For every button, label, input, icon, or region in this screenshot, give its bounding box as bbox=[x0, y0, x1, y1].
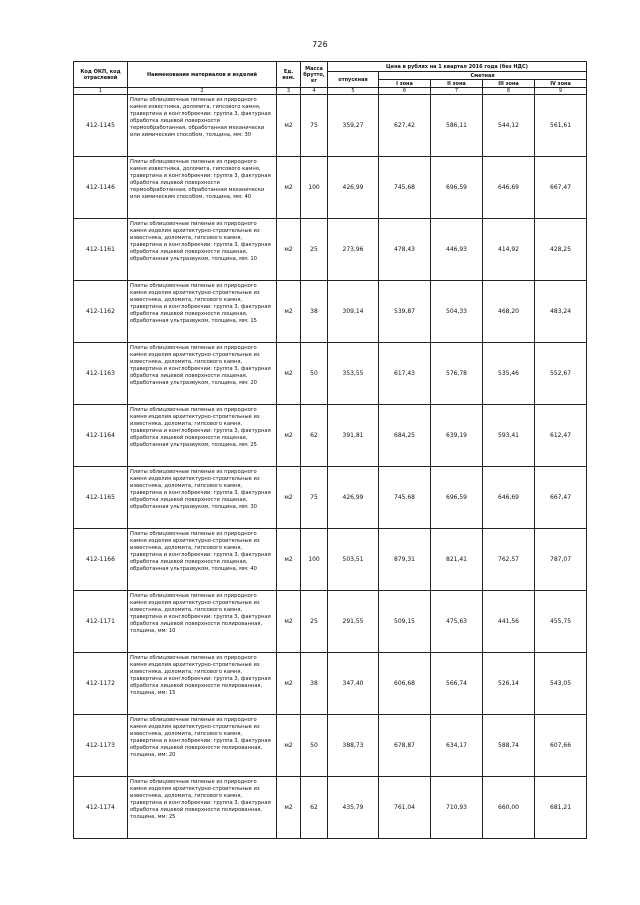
row-zone-3-price: 593,41 bbox=[483, 405, 535, 467]
row-mass: 38 bbox=[301, 281, 328, 343]
row-mass: 50 bbox=[301, 343, 328, 405]
row-mass: 62 bbox=[301, 405, 328, 467]
row-zone-4-price: 667,47 bbox=[535, 467, 587, 529]
row-unit: м2 bbox=[277, 715, 301, 777]
row-zone-4-price: 561,61 bbox=[535, 95, 587, 157]
row-mass: 75 bbox=[301, 95, 328, 157]
row-release-price: 273,96 bbox=[328, 219, 379, 281]
row-unit: м2 bbox=[277, 653, 301, 715]
row-zone-4-price: 667,47 bbox=[535, 157, 587, 219]
row-mass: 25 bbox=[301, 219, 328, 281]
row-code: 412-1163 bbox=[74, 343, 128, 405]
row-zone-2-price: 710,93 bbox=[431, 777, 483, 839]
row-zone-1-price: 478,43 bbox=[379, 219, 431, 281]
column-number-row bbox=[74, 88, 587, 95]
row-unit: м2 bbox=[277, 591, 301, 653]
table-row bbox=[74, 157, 587, 219]
row-unit: м2 bbox=[277, 467, 301, 529]
price-table bbox=[73, 61, 587, 839]
row-name: Плиты облицовочные пиленые из природного камня изделия архитектурно-строительные из известняка, доломита, гипсового камня, травертина и конглобрекчии: группа 3, фактурная обработка лицевой поверхности полированная, толщина, мм: 20 bbox=[128, 715, 277, 777]
row-zone-4-price: 483,24 bbox=[535, 281, 587, 343]
header-zone-1: I зона bbox=[379, 80, 431, 88]
row-release-price: 391,81 bbox=[328, 405, 379, 467]
row-name: Плиты облицовочные пиленые из природного камня изделия архитектурно-строительные из известняка, доломита, гипсового камня, травертина и конглобрекчии: группа 3, фактурная обработка лицевой поверхности лощеная, обработанная ультразвуком, толщина, мм: 15 bbox=[128, 281, 277, 343]
row-unit: м2 bbox=[277, 405, 301, 467]
row-name: Плиты облицовочные пиленые из природного камня изделия архитектурно-строительные из известняка, доломита, гипсового камня, травертина и конглобрекчии: группа 3, фактурная обработка лицевой поверхности лощеная, обработанная ультразвуком, толщина, мм: 20 bbox=[128, 343, 277, 405]
row-zone-2-price: 504,33 bbox=[431, 281, 483, 343]
column-number: 8 bbox=[483, 88, 535, 95]
row-release-price: 347,40 bbox=[328, 653, 379, 715]
row-mass: 62 bbox=[301, 777, 328, 839]
row-mass: 75 bbox=[301, 467, 328, 529]
row-zone-3-price: 660,00 bbox=[483, 777, 535, 839]
row-zone-1-price: 745,68 bbox=[379, 467, 431, 529]
column-number: 5 bbox=[328, 88, 379, 95]
row-mass: 100 bbox=[301, 529, 328, 591]
row-zone-3-price: 544,12 bbox=[483, 95, 535, 157]
row-code: 412-1146 bbox=[74, 157, 128, 219]
row-zone-1-price: 539,87 bbox=[379, 281, 431, 343]
table-row bbox=[74, 777, 587, 839]
row-release-price: 426,99 bbox=[328, 157, 379, 219]
row-zone-1-price: 509,15 bbox=[379, 591, 431, 653]
header-code: Код ОКП, код отраслевой bbox=[74, 62, 128, 88]
row-unit: м2 bbox=[277, 157, 301, 219]
header-zone-3: III зона bbox=[483, 80, 535, 88]
row-name: Плиты облицовочные пиленые из природного камня изделия архитектурно-строительные из известняка, доломита, гипсового камня, травертина и конглобрекчии: группа 3, фактурная обработка лицевой поверхности лощеная, обработанная ультразвуком, толщина, мм: 30 bbox=[128, 467, 277, 529]
row-name: Плиты облицовочные пиленые из природного камня изделия архитектурно-строительные из известняка, доломита, гипсового камня, травертина и конглобрекчии: группа 3, фактурная обработка лицевой поверхности лощеная, обработанная ультразвуком, толщина, мм: 10 bbox=[128, 219, 277, 281]
row-code: 412-1171 bbox=[74, 591, 128, 653]
row-mass: 50 bbox=[301, 715, 328, 777]
table-row bbox=[74, 653, 587, 715]
row-code: 412-1166 bbox=[74, 529, 128, 591]
row-release-price: 503,51 bbox=[328, 529, 379, 591]
row-zone-2-price: 475,63 bbox=[431, 591, 483, 653]
row-code: 412-1162 bbox=[74, 281, 128, 343]
row-zone-3-price: 468,20 bbox=[483, 281, 535, 343]
row-release-price: 426,99 bbox=[328, 467, 379, 529]
table-row bbox=[74, 219, 587, 281]
row-zone-2-price: 639,19 bbox=[431, 405, 483, 467]
row-zone-2-price: 576,78 bbox=[431, 343, 483, 405]
page-number: 726 bbox=[312, 40, 328, 49]
row-zone-2-price: 634,17 bbox=[431, 715, 483, 777]
row-code: 412-1164 bbox=[74, 405, 128, 467]
row-zone-3-price: 526,14 bbox=[483, 653, 535, 715]
row-zone-2-price: 586,11 bbox=[431, 95, 483, 157]
row-zone-3-price: 535,46 bbox=[483, 343, 535, 405]
row-release-price: 309,14 bbox=[328, 281, 379, 343]
row-zone-1-price: 879,31 bbox=[379, 529, 431, 591]
header-estimated: Сметная bbox=[379, 72, 587, 80]
table-row bbox=[74, 529, 587, 591]
row-name: Плиты облицовочные пиленые из природного камня изделия архитектурно-строительные из известняка, доломита, гипсового камня, травертина и конглобрекчии: группа 3, фактурная обработка лицевой поверхности лощеная, обработанная ультразвуком, толщина, мм: 40 bbox=[128, 529, 277, 591]
table-body bbox=[74, 95, 587, 839]
header-price-group: Цена в рублях на 1 квартал 2016 года (без НДС) bbox=[328, 62, 587, 72]
row-code: 412-1161 bbox=[74, 219, 128, 281]
row-zone-1-price: 761,04 bbox=[379, 777, 431, 839]
row-zone-4-price: 681,21 bbox=[535, 777, 587, 839]
header-name: Наименование материалов и изделий bbox=[128, 62, 277, 88]
row-code: 412-1172 bbox=[74, 653, 128, 715]
row-code: 412-1174 bbox=[74, 777, 128, 839]
row-name: Плиты облицовочные пиленые из природного камня известняка, доломита, гипсового камня, травертина и конглобрекчии: группа 3, фактурная обработка лицевой поверхности термообработанная, обработанная механически или химическим способом, толщина, мм: 30 bbox=[128, 95, 277, 157]
table-row bbox=[74, 591, 587, 653]
row-zone-4-price: 607,66 bbox=[535, 715, 587, 777]
row-zone-4-price: 428,25 bbox=[535, 219, 587, 281]
row-zone-4-price: 787,07 bbox=[535, 529, 587, 591]
row-release-price: 435,79 bbox=[328, 777, 379, 839]
column-number: 2 bbox=[128, 88, 277, 95]
row-release-price: 359,27 bbox=[328, 95, 379, 157]
row-release-price: 388,73 bbox=[328, 715, 379, 777]
table-header bbox=[74, 62, 587, 95]
column-number: 6 bbox=[379, 88, 431, 95]
row-zone-1-price: 684,25 bbox=[379, 405, 431, 467]
row-zone-1-price: 627,42 bbox=[379, 95, 431, 157]
row-unit: м2 bbox=[277, 777, 301, 839]
header-zone-4: IV зона bbox=[535, 80, 587, 88]
row-zone-1-price: 617,43 bbox=[379, 343, 431, 405]
row-mass: 38 bbox=[301, 653, 328, 715]
row-mass: 25 bbox=[301, 591, 328, 653]
header-mass: Масса брутто, кг bbox=[301, 62, 328, 88]
row-code: 412-1145 bbox=[74, 95, 128, 157]
table-row bbox=[74, 405, 587, 467]
row-unit: м2 bbox=[277, 95, 301, 157]
row-unit: м2 bbox=[277, 281, 301, 343]
row-zone-2-price: 446,93 bbox=[431, 219, 483, 281]
row-unit: м2 bbox=[277, 529, 301, 591]
row-zone-3-price: 441,56 bbox=[483, 591, 535, 653]
column-number: 7 bbox=[431, 88, 483, 95]
table-row bbox=[74, 467, 587, 529]
row-zone-3-price: 588,74 bbox=[483, 715, 535, 777]
row-name: Плиты облицовочные пиленые из природного камня изделия архитектурно-строительные из известняка, доломита, гипсового камня, травертина и конглобрекчии: группа 3, фактурная обработка лицевой поверхности полированная, толщина, мм: 10 bbox=[128, 591, 277, 653]
row-release-price: 291,55 bbox=[328, 591, 379, 653]
row-code: 412-1173 bbox=[74, 715, 128, 777]
row-mass: 100 bbox=[301, 157, 328, 219]
header-zone-2: II зона bbox=[431, 80, 483, 88]
row-zone-2-price: 696,59 bbox=[431, 467, 483, 529]
column-number: 3 bbox=[277, 88, 301, 95]
row-zone-1-price: 745,68 bbox=[379, 157, 431, 219]
row-release-price: 353,55 bbox=[328, 343, 379, 405]
row-unit: м2 bbox=[277, 343, 301, 405]
row-zone-4-price: 543,05 bbox=[535, 653, 587, 715]
table-row bbox=[74, 281, 587, 343]
row-zone-1-price: 678,87 bbox=[379, 715, 431, 777]
row-unit: м2 bbox=[277, 219, 301, 281]
row-name: Плиты облицовочные пиленые из природного камня изделия архитектурно-строительные из известняка, доломита, гипсового камня, травертина и конглобрекчии: группа 3, фактурная обработка лицевой поверхности полированная, толщина, мм: 25 bbox=[128, 777, 277, 839]
row-name: Плиты облицовочные пиленые из природного камня изделия архитектурно-строительные из известняка, доломита, гипсового камня, травертина и конглобрекчии: группа 3, фактурная обработка лицевой поверхности полированная, толщина, мм: 15 bbox=[128, 653, 277, 715]
row-zone-3-price: 414,92 bbox=[483, 219, 535, 281]
header-release: отпускная bbox=[328, 72, 379, 88]
row-zone-2-price: 821,41 bbox=[431, 529, 483, 591]
row-zone-4-price: 552,67 bbox=[535, 343, 587, 405]
table-row bbox=[74, 95, 587, 157]
table-row bbox=[74, 343, 587, 405]
column-number: 1 bbox=[74, 88, 128, 95]
row-zone-1-price: 606,68 bbox=[379, 653, 431, 715]
row-zone-2-price: 566,74 bbox=[431, 653, 483, 715]
row-zone-2-price: 696,59 bbox=[431, 157, 483, 219]
row-zone-3-price: 646,69 bbox=[483, 157, 535, 219]
row-name: Плиты облицовочные пиленые из природного камня изделия архитектурно-строительные из известняка, доломита, гипсового камня, травертина и конглобрекчии: группа 3, фактурная обработка лицевой поверхности лощеная, обработанная ультразвуком, толщина, мм: 25 bbox=[128, 405, 277, 467]
column-number: 4 bbox=[301, 88, 328, 95]
row-zone-4-price: 612,47 bbox=[535, 405, 587, 467]
header-unit: Ед. изм. bbox=[277, 62, 301, 88]
row-zone-3-price: 762,57 bbox=[483, 529, 535, 591]
row-zone-3-price: 646,69 bbox=[483, 467, 535, 529]
column-number: 9 bbox=[535, 88, 587, 95]
row-name: Плиты облицовочные пиленые из природного камня известняка, доломита, гипсового камня, травертина и конглобрекчии: группа 3, фактурная обработка лицевой поверхности термообработанная, обработанная механически или химическим способом, толщина, мм: 40 bbox=[128, 157, 277, 219]
row-zone-4-price: 455,75 bbox=[535, 591, 587, 653]
table-row bbox=[74, 715, 587, 777]
row-code: 412-1165 bbox=[74, 467, 128, 529]
